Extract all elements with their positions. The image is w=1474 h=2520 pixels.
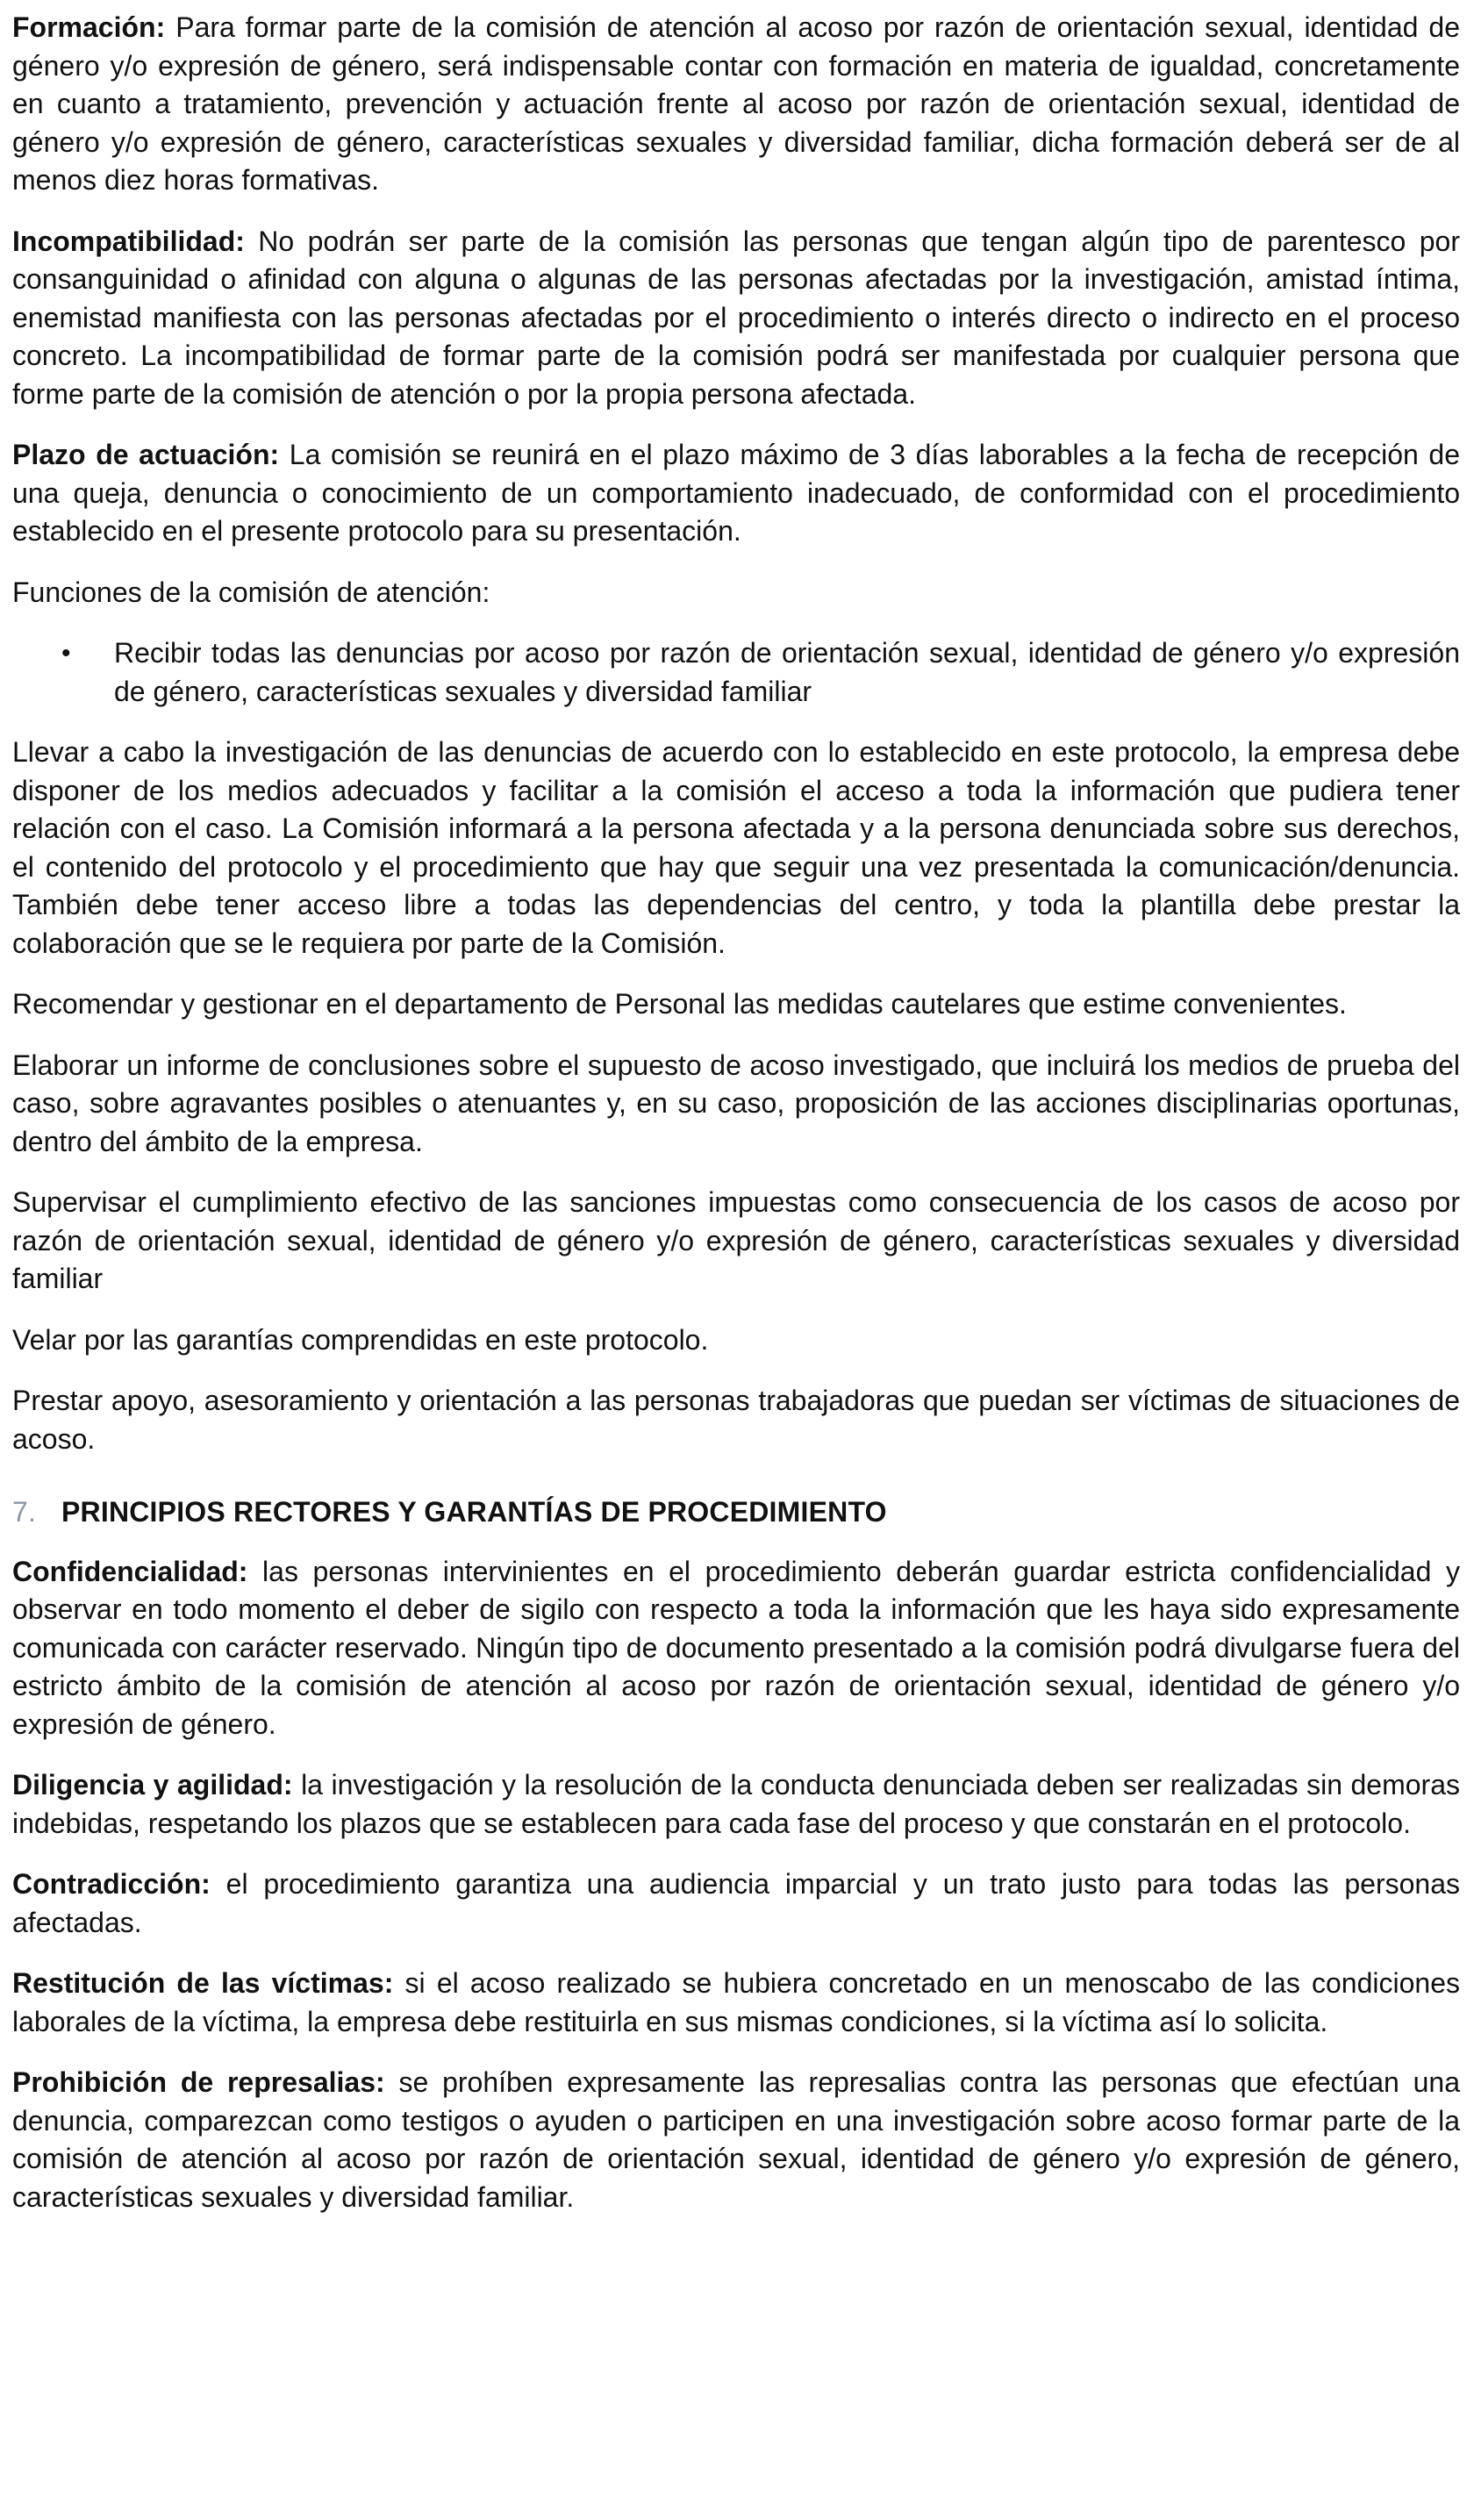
paragraph-incompatibilidad — [12, 223, 1460, 414]
paragraph-formacion — [12, 9, 1460, 200]
text-incompatibilidad: No podrán ser parte de la comisión las personas que tengan algún tipo de parentesco por consanguinidad o afinidad con alguna o algunas de las personas afectadas por la investigación, amistad íntima, enemistad manifiesta con las personas afectadas por el procedimiento o interés directo o indirecto en el proceso concreto. La incompatibilidad de formar parte de la comisión podrá ser manifestada por cualquier persona que forme parte de la comisión de atención o por la propia persona afectada. — [12, 225, 1460, 410]
term-incompatibilidad: Incompatibilidad: — [12, 225, 245, 257]
paragraph-prestar-apoyo: Prestar apoyo, asesoramiento y orientación a las personas trabajadoras que puedan ser víctimas de situaciones de acoso. — [12, 1385, 1460, 1455]
paragraph-confidencialidad — [12, 1553, 1460, 1744]
text-restitucion: si el acoso realizado se hubiera concretado en un menoscabo de las condiciones laborales de la víctima, la empresa debe restituirla en sus mismas condiciones, si la víctima así lo solicita. — [12, 1967, 1461, 2037]
paragraph-diligencia — [12, 1766, 1460, 1843]
section-heading — [12, 1493, 1460, 1532]
term-contradiccion: Contradicción: — [12, 1868, 211, 1900]
paragraph-investigacion: Llevar a cabo la investigación de las denuncias de acuerdo con lo establecido en este protocolo, la empresa debe disponer de los medios adecuados y facilitar a la comisión el acceso a toda la información que pudiera tener relación con el caso. La Comisión informará a la persona afectada y a la persona denunciada sobre sus derechos, el contenido del protocolo y el procedimiento que hay que seguir una vez presentada la comunicación/denuncia. También debe tener acceso libre a todas las dependencias del centro, y toda la plantilla debe prestar la colaboración que se le requiera por parte de la Comisión. — [12, 736, 1460, 959]
text-diligencia: la investigación y la resolución de la conducta denunciada deben ser realizadas sin demoras indebidas, respetando los plazos que se establecen para cada fase del proceso y que constarán en el protocolo. — [12, 1769, 1460, 1839]
term-formacion: Formación: — [12, 11, 166, 43]
term-restitucion: Restitución de las víctimas: — [12, 1967, 394, 1999]
functions-intro: Funciones de la comisión de atención: — [12, 576, 490, 608]
text-represalias: se prohíben expresamente las represalias contra las personas que efectúan una denuncia, comparezcan como testigos o ayuden o participen en una investigación sobre acoso formar parte de la comisión de atención al acoso por razón de orientación sexual, identidad de género y/o expresión de género, características sexuales y diversidad familiar. — [12, 2066, 1461, 2213]
text-plazo-actuacion: La comisión se reunirá en el plazo máximo de 3 días laborables a la fecha de recepción de una queja, denuncia o conocimiento de un comportamiento inadecuado, de conformidad con el procedimiento establecido en el presente protocolo para su presentación. — [12, 439, 1461, 547]
term-diligencia: Diligencia y agilidad: — [12, 1769, 293, 1801]
term-plazo-actuacion: Plazo de actuación: — [12, 439, 280, 470]
text-confidencialidad: las personas intervinientes en el procedimiento deberán guardar estricta confidencialidad y observar en todo momento el deber de sigilo con respecto a toda la información que les haya sido expresamente comunicada con carácter reservado. Ningún tipo de documento presentado a la comisión podrá divulgarse fuera del estricto ámbito de la comisión de atención al acoso por razón de orientación sexual, identidad de género y/o expresión de género. — [12, 1555, 1460, 1740]
term-represalias: Prohibición de represalias: — [12, 2066, 385, 2098]
paragraph-represalias — [12, 2064, 1460, 2216]
document-page — [12, 9, 1460, 2239]
paragraph-velar-garantias: Velar por las garantías comprendidas en este protocolo. — [12, 1323, 709, 1356]
paragraph-informe-conclusiones: Elaborar un informe de conclusiones sobre el supuesto de acoso investigado, que incluirá los medios de prueba del caso, sobre agravantes posibles o atenuantes y, en su caso, proposición de las acciones disciplinarias oportunas, dentro del ámbito de la empresa. — [12, 1049, 1460, 1157]
text-formacion: Para formar parte de la comisión de atención al acoso por razón de orientación sexual, identidad de género y/o expresión de género, será indispensable contar con formación en materia de igualdad, concretamente en cuanto a tratamiento, prevención y actuación frente al acoso por razón de orientación sexual, identidad de género y/o expresión de género, características sexuales y diversidad familiar, dicha formación deberá ser de al menos diez horas formativas. — [12, 11, 1460, 196]
section-number: 7. — [12, 1496, 37, 1528]
list-item-text: Recibir todas las denuncias por acoso por razón de orientación sexual, identidad de género y/o expresión de género, características sexuales y diversidad familiar — [114, 637, 1460, 707]
list-item — [12, 634, 1460, 711]
term-confidencialidad: Confidencialidad: — [12, 1555, 248, 1587]
paragraph-supervisar-sanciones: Supervisar el cumplimiento efectivo de las sanciones impuestas como consecuencia de los casos de acoso por razón de orientación sexual, identidad de género y/o expresión de género, características sexuales y diversidad familiar — [12, 1186, 1460, 1294]
section-title: PRINCIPIOS RECTORES Y GARANTÍAS DE PROCEDIMIENTO — [61, 1496, 887, 1528]
paragraph-restitucion — [12, 1965, 1460, 2041]
paragraph-contradiccion — [12, 1865, 1460, 1942]
text-contradiccion: el procedimiento garantiza una audiencia imparcial y un trato justo para todas las personas afectadas. — [12, 1868, 1460, 1938]
bullet-icon: • — [61, 639, 71, 668]
paragraph-medidas-cautelares: Recomendar y gestionar en el departamento de Personal las medidas cautelares que estime convenientes. — [12, 988, 1347, 1020]
paragraph-plazo-actuacion — [12, 436, 1460, 551]
functions-bullet-list — [12, 634, 1460, 711]
